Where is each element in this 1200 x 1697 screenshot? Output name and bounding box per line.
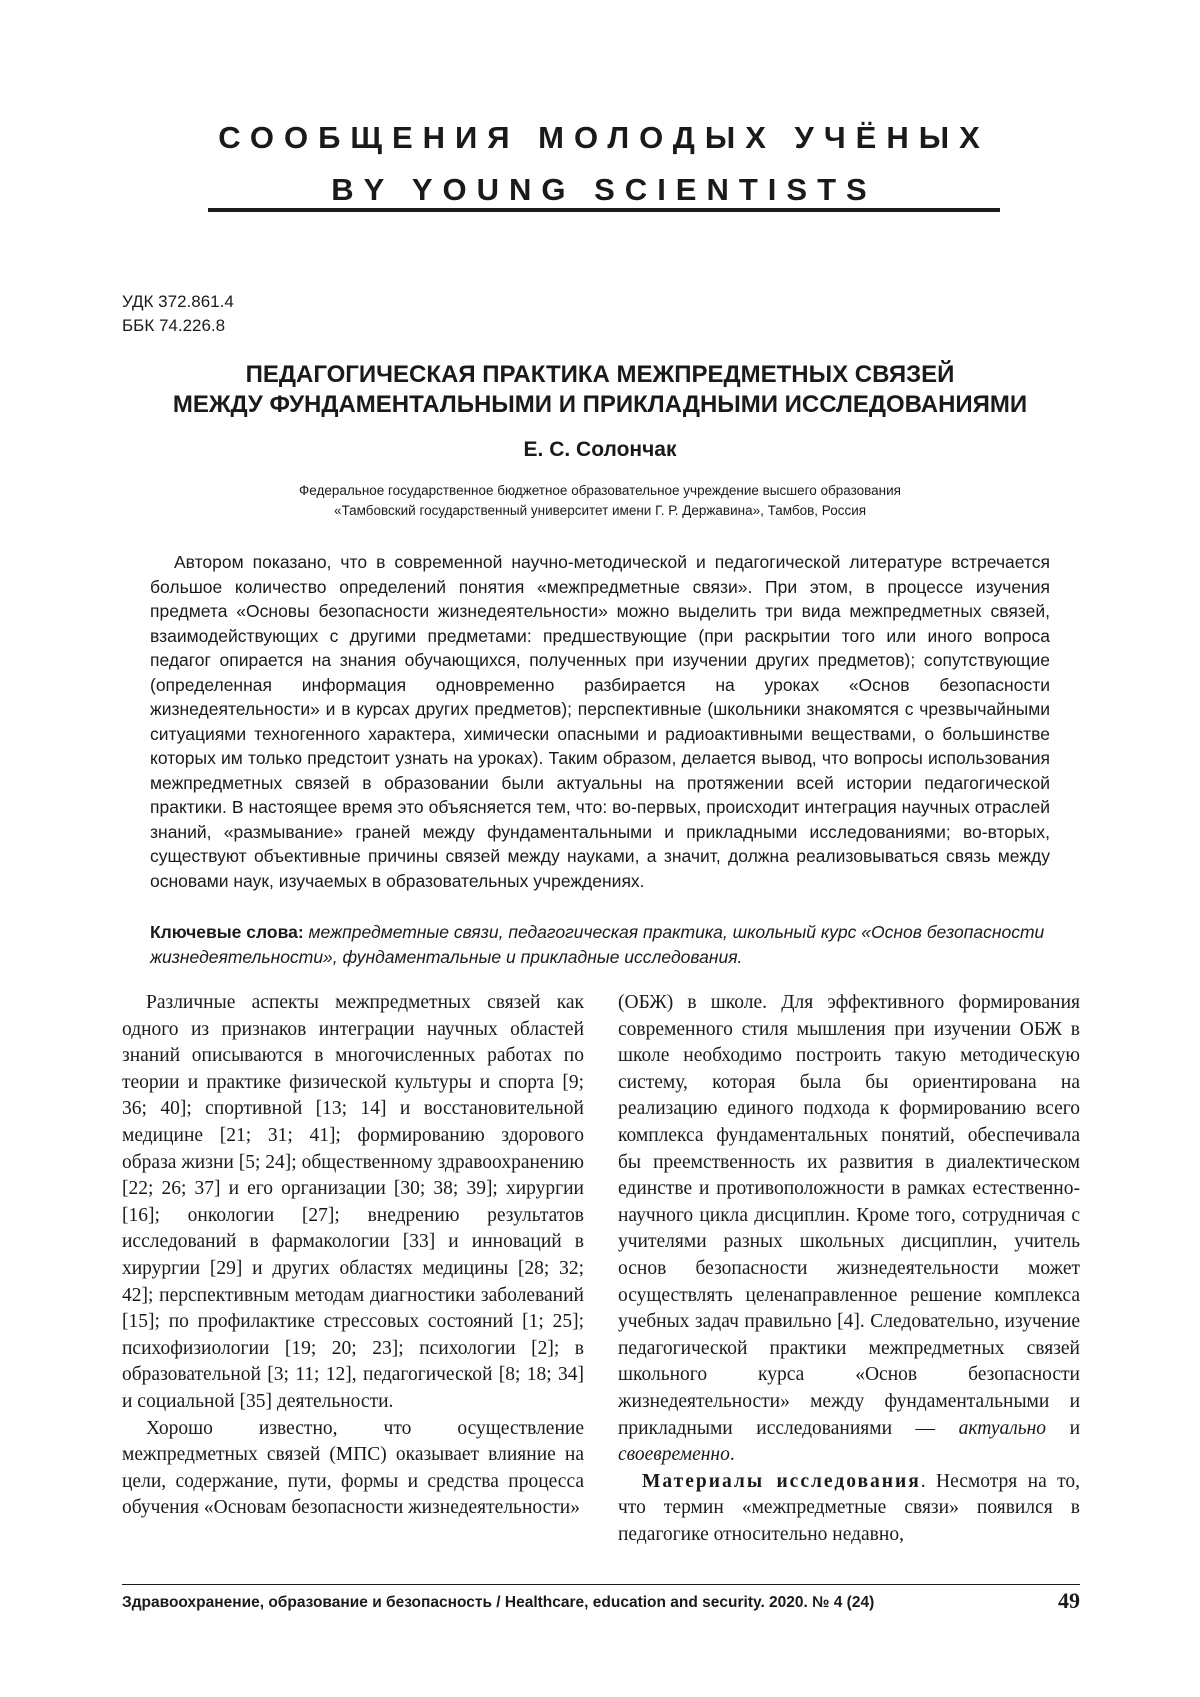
body-column-left [122, 990, 584, 1522]
section-title-materials: Материалы исследования [642, 1470, 921, 1492]
section-header [208, 112, 1000, 216]
article-title-line1: ПЕДАГОГИЧЕСКАЯ ПРАКТИКА МЕЖПРЕДМЕТНЫХ СВЯЗЕЙ [245, 361, 955, 388]
emphasis-relevant: актуально [958, 1417, 1047, 1439]
body-paragraph: Материалы исследования. Несмотря на то, что термин «межпредметные связи» появился в педагогике относительно недавно, [618, 1470, 1081, 1545]
page-number: 49 [1058, 1588, 1080, 1613]
body-column-right [618, 990, 1080, 1548]
emphasis-timely: своевременно [618, 1444, 730, 1466]
article-title [100, 360, 1100, 420]
journal-footer: Здравоохранение, образование и безопасность / Healthcare, education and security. 2020. № 4 (24) [122, 1594, 875, 1611]
keywords [150, 920, 1050, 970]
keywords-label: Ключевые слова: [150, 922, 304, 942]
author-name: Е. С. Солончак [523, 438, 677, 461]
section-header-en: BY YOUNG SCIENTISTS [331, 172, 877, 207]
body-paragraph: Хорошо известно, что осуществление межпредметных связей (МПС) оказывает влияние на цели, содержание, пути, формы и средства процесса обучения «Основам безопасности жизнедеятельности» [122, 1417, 584, 1519]
affiliation-line1: Федеральное государственное бюджетное образовательное учреждение высшего образования [299, 483, 901, 498]
article-title-line2: МЕЖДУ ФУНДАМЕНТАЛЬНЫМИ И ПРИКЛАДНЫМИ ИССЛЕДОВАНИЯМИ [172, 391, 1028, 418]
body-paragraph: Различные аспекты межпредметных связей как одного из признаков интеграции научных областей знаний описываются в многочисленных работах по теории и практике физической культуры и спорта [9; 36; 40]; спортивной [13; 14] и восстановительной медицине [21; 31; 41]; формированию здорового образа жизни [5; 24]; общественному здравоохранению [22; 26; 37] и его организации [30; 38; 39]; хирургии [16]; онкологии [27]; внедрению результатов исследований в фармакологии [33] и инноваций в хирургии [29] и других областях медицины [28; 32; 42]; перспективным методам диагностики заболеваний [15]; по профилактике стрессовых состояний [1; 25]; психофизиологии [19; 20; 23]; психологии [2]; в образовательной [3; 11; 12], педагогической [8; 18; 34] и социальной [35] деятельности. [122, 992, 584, 1412]
abstract: Автором показано, что в современной научно-методической и педагогической литературе встречается большое количество определений понятия «межпредметные связи». При этом, в процессе изучения предмета «Основы безопасности жизнедеятельности» можно выделить три вида межпредметных связей, взаимодействующих с другими предметами: предшествующие (при раскрытии того или иного вопроса педагог опирается на знания обучающихся, полученных при изучении других предметов); сопутствующие (определенная информация одновременно разбирается на уроках «Основ безопасности жизнедеятельности» и в курсах других предметов); перспективные (школьники знакомятся с чрезвычайными ситуациями техногенного характера, химически опасными и радиоактивными веществами, о большинстве которых им только предстоит узнать на уроках). Таким образом, делается вывод, что вопросы использования межпредметных связей в образовании были актуальны на протяжении всей истории педагогической практики. В настоящее время это объясняется тем, что: во-первых, происходит интеграция научных отраслей знаний, «размывание» граней между фундаментальными и прикладными исследованиями; во-вторых, существуют объективные причины связей между науками, а значит, должна реализовываться связь между основами наук, изучаемых в образовательных учреждениях. [150, 552, 1050, 891]
keywords-text: межпредметные связи, педагогическая практика, школьный курс «Основ безопасности жизнедеятельности», фундаментальные и прикладные исследования. [150, 922, 1045, 967]
body-paragraph-text: Несмотря на то, что термин «межпредметные связи» появился в педагогике относительно недавно, [618, 1470, 1081, 1545]
bbk-code: ББК 74.226.8 [122, 316, 226, 335]
conjunction: и [1069, 1417, 1081, 1439]
body-paragraph: (ОБЖ) в школе. Для эффективного формирования современного стиля мышления при изучении ОБЖ в школе необходимо построить такую методическую систему, которая была бы ориентирована на реализацию единого подхода к формированию всего комплекса фундаментальных понятий, обеспечивала бы преемственность их развития в диалектическом единстве и противоположности в рамках естественно-научного цикла дисциплин. Кроме того, сотрудничая с учителями разных школьных дисциплин, учитель основ безопасности жизнедеятельности может осуществлять целенаправленное решение комплекса учебных задач правильно [4]. Следовательно, изучение педагогической практики межпредметных связей школьного курса «Основ безопасности жизнедеятельности» между фундаментальными и прикладными исследованиями — актуально и своевременно. [618, 992, 1081, 1466]
affiliation [100, 481, 1100, 521]
footer-rule [122, 1584, 1080, 1585]
affiliation-line2: «Тамбовский государственный университет имени Г. Р. Державина», Тамбов, Россия [333, 503, 867, 518]
section-header-ru: СООБЩЕНИЯ МОЛОДЫХ УЧЁНЫХ [218, 120, 990, 155]
classification-codes [122, 290, 234, 338]
body-paragraph-text: (ОБЖ) в школе. Для эффективного формирования современного стиля мышления при изучении ОБЖ в школе необходимо построить такую методическую систему, которая была бы ориентирована на реализацию единого подхода к формированию всего комплекса фундаментальных понятий, обеспечивала бы преемственность их развития в диалектическом единстве и противоположности в рамках естественно-научного цикла дисциплин. Кроме того, сотрудничая с учителями разных школьных дисциплин, учитель основ безопасности жизнедеятельности может осуществлять целенаправленное решение комплекса учебных задач правильно [4]. Следовательно, изучение педагогической практики межпредметных связей школьного курса «Основ безопасности жизнедеятельности» между фундаментальными и прикладными исследованиями — [618, 992, 1080, 1439]
header-rule [208, 208, 1000, 212]
udk-code: УДК 372.861.4 [122, 292, 234, 311]
